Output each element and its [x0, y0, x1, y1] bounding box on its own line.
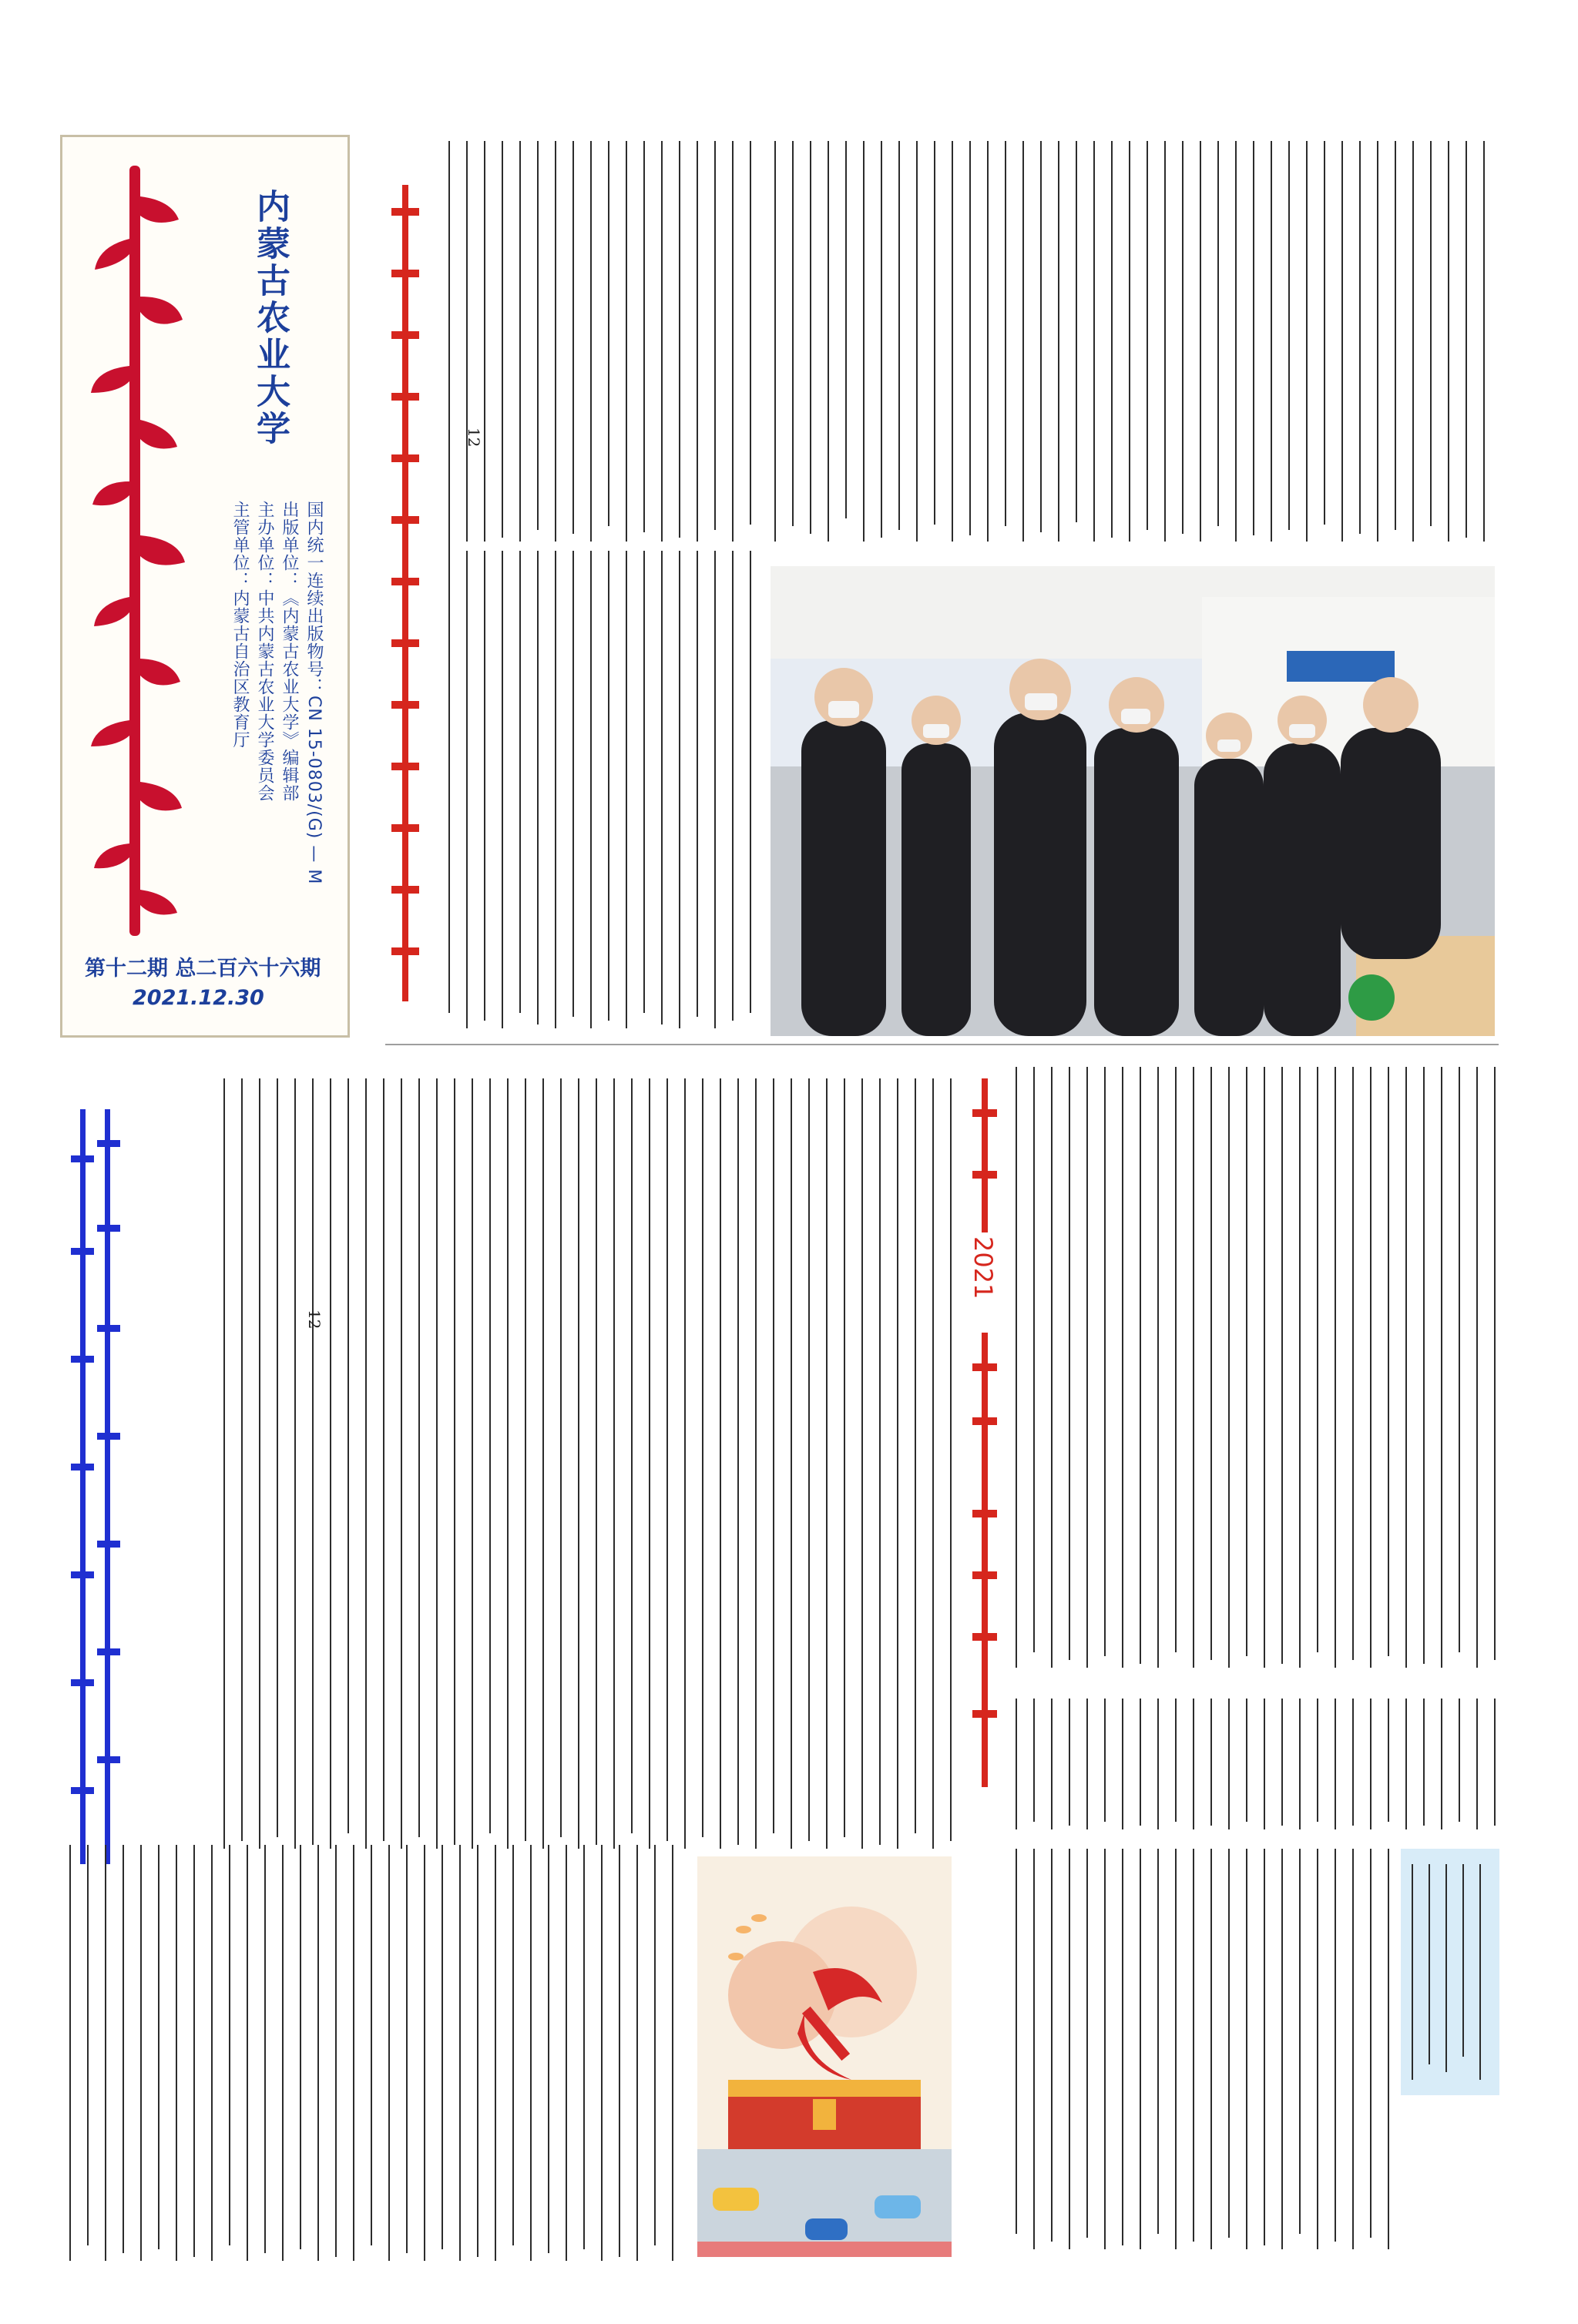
publication-number: 国内统一连续出版物号：CN 15-0803/(G) — M [304, 501, 324, 885]
school-name: 内蒙古农业大学 [250, 189, 290, 448]
third-story-text [146, 1078, 955, 1864]
top-story-headline [388, 185, 422, 1001]
bottom-left-article [62, 1845, 686, 2276]
second-story-year: 2021 [969, 1236, 998, 1299]
issue-number: 第十二期 总二百六十六期 [85, 957, 321, 981]
mongolian-masthead-title [85, 166, 193, 936]
sidebar-info-box [1401, 1849, 1499, 2095]
third-story-headline [69, 1109, 123, 1864]
right-bottom-text [1009, 1849, 1395, 2265]
party-emblem-illustration [697, 1856, 952, 2257]
sponsor-line: 主办单位：中共内蒙古农业大学委员会 [255, 501, 274, 802]
section-divider [385, 1044, 1499, 1045]
issue-date: 2021.12.30 [133, 986, 264, 1010]
publisher-line: 出版单位：《内蒙古农业大学》编辑部 [280, 501, 299, 802]
top-story-text-lower [439, 551, 763, 1036]
top-story-date-number: 12 [465, 428, 483, 448]
top-story-photo [771, 566, 1495, 1036]
supervisor-line: 主管单位：内蒙古自治区教育厅 [230, 501, 250, 749]
third-story-date-number: 12 [305, 1310, 324, 1330]
second-story-text [1009, 1067, 1499, 1837]
second-story-headline [969, 1078, 1000, 1787]
top-story-text-upper [439, 135, 1495, 551]
